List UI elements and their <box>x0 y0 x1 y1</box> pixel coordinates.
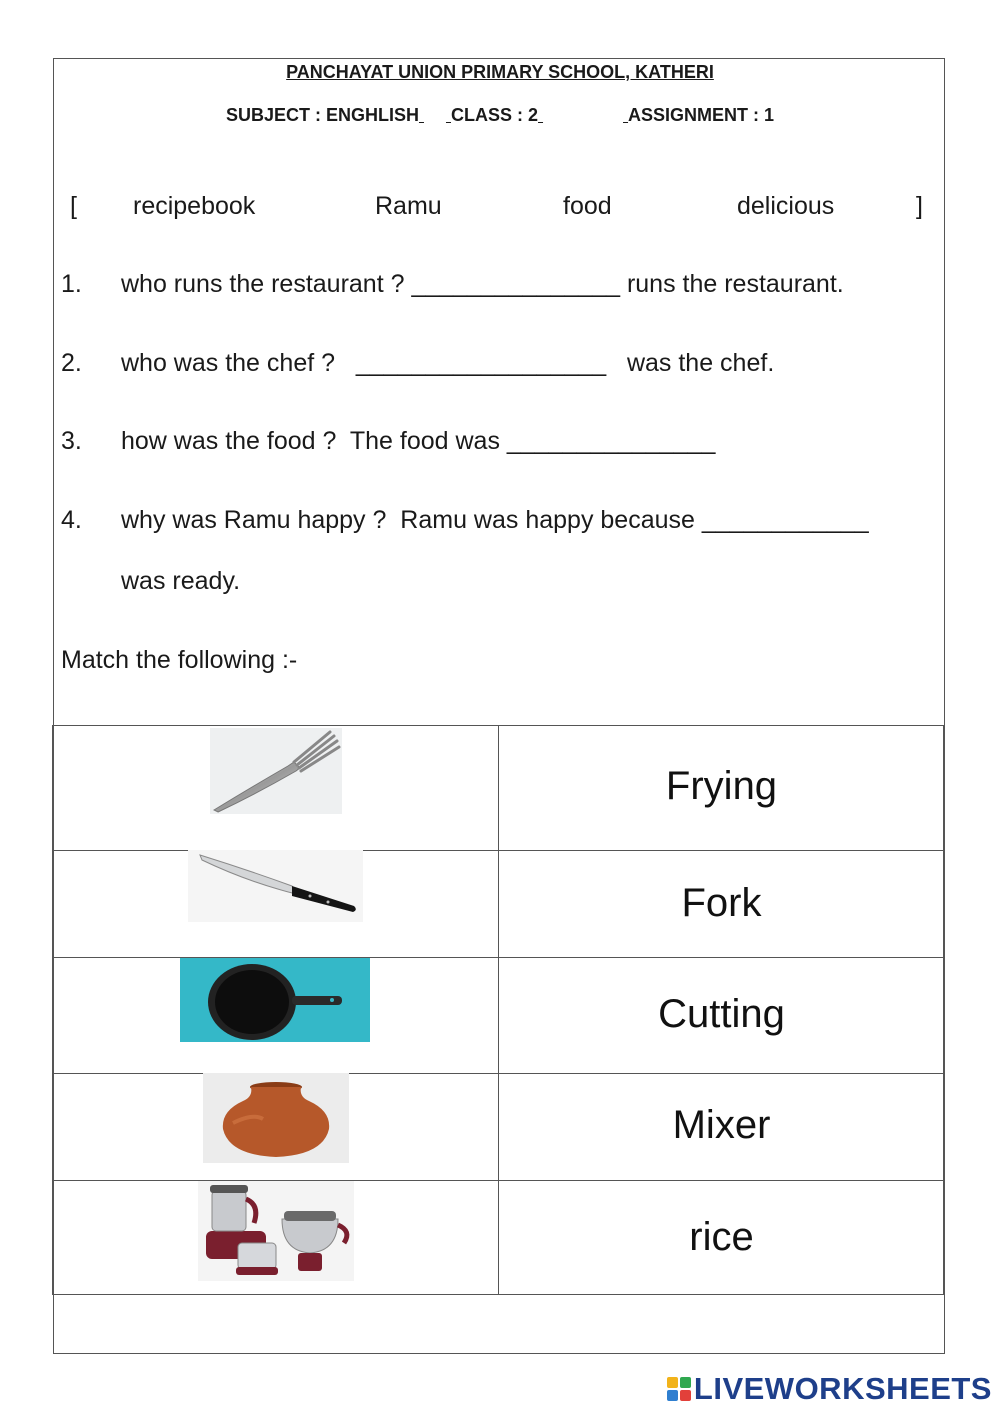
question-number: 3. <box>61 427 82 455</box>
question-4-continuation: was ready. <box>121 567 241 595</box>
mixer-grinder-icon <box>198 1181 354 1281</box>
assignment-label: ASSIGNMENT : 1 <box>628 105 775 125</box>
match-word: Frying <box>665 764 778 808</box>
match-word: Fork <box>681 881 762 925</box>
clay-pot-icon <box>203 1073 349 1163</box>
question-4: why was Ramu happy ? Ramu was happy because ____________ <box>121 506 869 534</box>
school-title: PANCHAYAT UNION PRIMARY SCHOOL, KATHERI <box>286 62 714 82</box>
match-table <box>52 725 944 1295</box>
word-bank-word: food <box>563 192 612 220</box>
match-word: Mixer <box>672 1103 771 1147</box>
word-bank-open: [ <box>70 192 77 220</box>
question-2: who was the chef ? __________________ was the chef. <box>121 349 775 377</box>
match-word: Cutting <box>658 992 785 1036</box>
question-1: who runs the restaurant ? _______________ runs the restaurant. <box>121 270 844 298</box>
match-title: Match the following :- <box>61 646 298 674</box>
frying-pan-icon <box>180 958 370 1042</box>
subject-line <box>0 105 1000 126</box>
fork-icon <box>210 728 342 814</box>
word-bank-word: recipebook <box>133 192 256 220</box>
word-bank-close: ] <box>916 192 923 220</box>
logo-text: LIVEWORKSHEETS <box>693 1371 992 1406</box>
question-number: 1. <box>61 270 82 298</box>
question-number: 2. <box>61 349 82 377</box>
liveworksheets-logo[interactable] <box>667 1371 992 1407</box>
question-3: how was the food ? The food was _______________ <box>121 427 716 455</box>
question-number: 4. <box>61 506 82 534</box>
subject-label: SUBJECT : ENGHLISH <box>225 105 419 125</box>
knife-icon <box>188 850 363 922</box>
class-label: CLASS : 2 <box>451 105 539 125</box>
word-bank-word: delicious <box>737 192 835 220</box>
logo-mark-icon <box>667 1377 691 1401</box>
match-word: rice <box>689 1215 754 1259</box>
word-bank-word: Ramu <box>375 192 442 220</box>
